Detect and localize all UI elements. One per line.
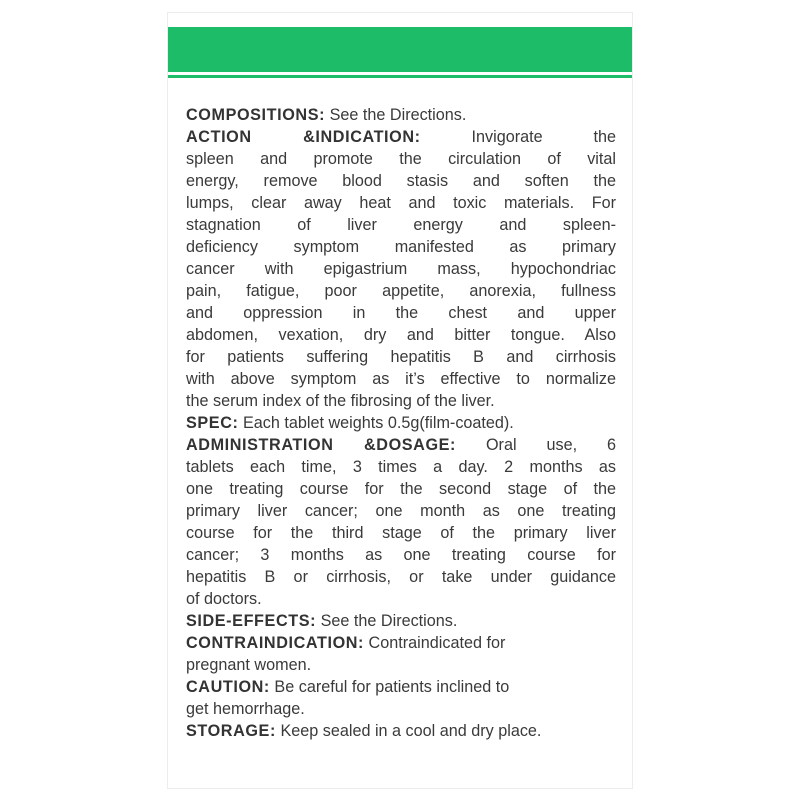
section-text: Contraindicated for [364,634,506,652]
text-line: primary liver cancer; one month as one treating [186,502,616,520]
text-line [186,720,616,742]
text-line: cancer with epigastrium mass, hypochondriac [186,260,616,278]
text-line [186,610,616,632]
text-line [186,412,616,434]
section-text: Invigorate the [420,128,616,146]
text-line: deficiency symptom manifested as primary [186,238,616,256]
text-line: lumps, clear away heat and toxic materials. For [186,194,616,212]
text-line: of doctors. [186,590,262,608]
text-line [186,632,616,654]
section-label: SPEC: [186,414,239,432]
section-caution [186,676,616,720]
text-line: one treating course for the second stage of the [186,480,616,498]
green-header-band [168,27,632,72]
text-line: pregnant women. [186,656,312,674]
section-label: COMPOSITIONS: [186,106,326,124]
section-text: See the Directions. [316,612,458,630]
text-line: with above symptom as it’s effective to normalize [186,370,616,388]
text-line: get hemorrhage. [186,700,305,718]
section-compositions [186,104,616,126]
section-label: ACTION &INDICATION: [186,128,421,146]
text-line: and oppression in the chest and upper [186,304,616,322]
section-administration-dosage [186,434,616,610]
section-label: CAUTION: [186,678,270,696]
section-label: ADMINISTRATION &DOSAGE: [186,436,457,454]
section-contraindication [186,632,616,676]
text-line: course for the third stage of the primary liver [186,524,616,542]
section-text: See the Directions. [325,106,467,124]
green-divider-line [168,75,632,78]
text-line: spleen and promote the circulation of vital [186,150,616,168]
section-text: Be careful for patients inclined to [269,678,510,696]
section-text: Each tablet weights 0.5g(film-coated). [238,414,514,432]
insert-text-block [186,104,616,742]
text-line: stagnation of liver energy and spleen- [186,216,616,234]
text-line [186,434,616,456]
package-insert-panel [168,13,632,788]
text-line [186,676,616,698]
section-storage [186,720,616,742]
text-line: the serum index of the fibrosing of the liver. [186,392,495,410]
section-label: SIDE-EFFECTS: [186,612,317,630]
section-label: CONTRAINDICATION: [186,634,365,652]
text-line: hepatitis B or cirrhosis, or take under guidance [186,568,616,586]
text-line: pain, fatigue, poor appetite, anorexia, fullness [186,282,616,300]
text-line: cancer; 3 months as one treating course for [186,546,616,564]
text-line [186,126,616,148]
text-line: abdomen, vexation, dry and bitter tongue. Also [186,326,616,344]
section-label: STORAGE: [186,722,276,740]
text-line: tablets each time, 3 times a day. 2 months as [186,458,616,476]
section-text: Oral use, 6 [456,436,616,454]
section-action-indication [186,126,616,412]
text-line [186,104,616,126]
text-line: energy, remove blood stasis and soften the [186,172,616,190]
section-text: Keep sealed in a cool and dry place. [275,722,542,740]
section-side-effects [186,610,616,632]
text-line: for patients suffering hepatitis B and cirrhosis [186,348,616,366]
section-spec [186,412,616,434]
